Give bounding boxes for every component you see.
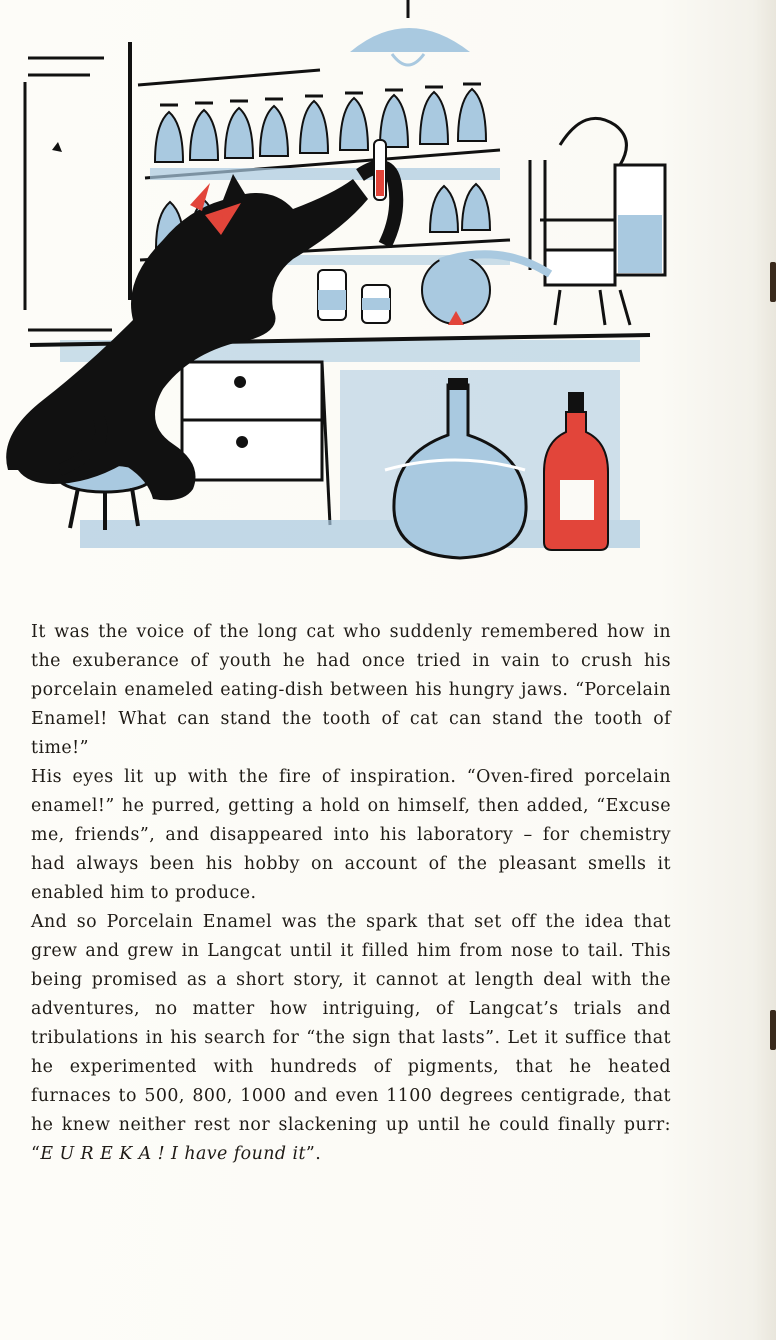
cupboard [25, 42, 130, 330]
closing-quote: ”. [305, 1144, 322, 1164]
story-paragraph-3-text: And so Porcelain Enamel was the spark that set off the idea that grew and grew in Langcat until it filled him from nose to tail. This being promised as a short story, it cannot at length deal with the adventures, no matter how intriguing, of Langcat’s trials and tribulations in his search for “the sign that lasts”. Let it suffice that he experimented with hundreds of pigments, that he heated furnaces to 500, 800, 1000 and even 1100 degrees centigrade, that he knew neither rest nor slackening up until he could finally purr: “ [31, 912, 671, 1164]
story-paragraph-3 [31, 908, 671, 1169]
lab-apparatus [530, 118, 665, 325]
story-paragraph-2: His eyes lit up with the fire of inspiration. “Oven-fired porcelain enamel!” he purred, getting a hold on himself, then added, “Excuse me, friends”, and disappeared into his laboratory – for chemistry had always been his hobby on account of the pleasant smells it enabled him to produce. [31, 767, 671, 903]
ceiling-lamp [350, 0, 470, 65]
story-text [31, 618, 671, 1169]
small-bottles [318, 270, 390, 323]
story-paragraph-1: It was the voice of the long cat who suddenly remembered how in the exuberance of youth he had once tried in vain to crush his porcelain enameled eating-dish between his hungry jaws. “Porcelain Enamel! What can stand the tooth of cat can stand the tooth of time!” [31, 622, 671, 758]
eureka-exclamation: E U R E K A ! I have found it [40, 1144, 306, 1164]
page-edge-mark [770, 1010, 776, 1050]
page-edge-mark [770, 262, 776, 302]
lab-cat-illustration [0, 0, 700, 575]
